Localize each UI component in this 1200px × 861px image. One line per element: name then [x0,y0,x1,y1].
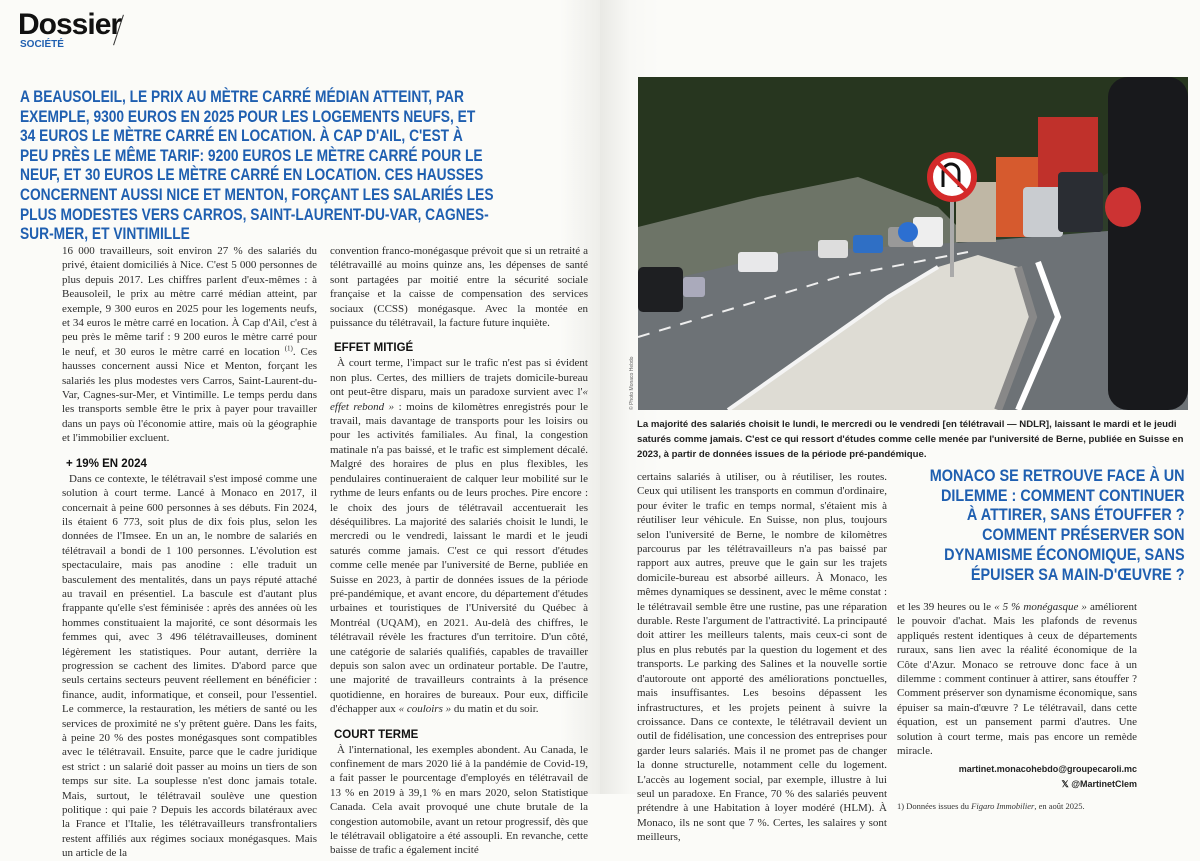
author-social-handle[interactable]: 𝕏 @MartinetClem [1061,779,1137,790]
pull-quote [930,467,1185,585]
quote-line: MONACO SE RETROUVE FACE À UN [930,467,1185,485]
quote-line: DILEMME : COMMENT CONTINUER [941,486,1185,505]
footnote-ref: (1) [284,344,293,353]
paragraph [897,600,1137,758]
paragraph: Dans ce contexte, le télétravail s'est imposé comme une solution à court terme. Lancé à Monaco en 2017, il concernait à peine 600 personnes à ses débuts. Fin 2024, ils étaient 6 773, soit plus de dix fois plus, selon les données de l'Imsee. En un an, le nombre de salariés en télétravail a bondi de 1 100 personnes. L'évolution est spectaculaire, mais pas anodine : elle traduit un basculement des mentalités, dans un pays réputé attaché au travail en présentiel. La bascule est d'autant plus frappante qu'elle s'est féminisée : après des années où les hommes constituaient la majorité, ce sont désormais les femmes qui, avec 3 496 télétravailleuses, dominent légèrement les statistiques. Pour autant, derrière la progression se cachent des limites. D'abord parce que seuls certains secteurs peuvent réellement en bénéficier : finance, audit, informatique, et conseil, pour l'essentiel. Le commerce, la restauration, les métiers de santé ou les services de proximité ne s'y prêtent guère. Dans les faits, à peine 20 % des postes monégasques sont compatibles avec le télétravail. Ensuite, parce que le cadre juridique est strict : un salarié doit passer au moins un tiers de son temps sur site. La souplesse n'est donc jamais totale. Mais, surtout, le télétravail soulève une question politique : qui paie ? Depuis les accords bilatéraux avec la France et l'Italie, les télétravailleurs transfrontaliers restent affiliés aux régimes sociaux monégasques. Mais un article de la [62,472,317,860]
text: améliorent le pouvoir d'achat. Mais les plafonds de revenus appliqués restent identiques à ceux de départements ruraux, sans lien avec la réalité économique de la Côte d'Azur. Monaco se retrouve donc face à un dilemme : comment continuer à attirer, sans étouffer ? Comment préserver son dynamisme économique, sans épuiser sa main-d'œuvre ? Le télétravail, dans cette équation, est un pansement parmi d'autres. Une solution à court terme, mais pas encore un remède miracle. [897,601,1138,758]
quote-line: À ATTIRER, SANS ÉTOUFFER ? [967,506,1185,525]
paragraph [330,356,588,716]
italic-text: « 5 % monégasque » [994,601,1087,613]
subheading: EFFET MITIGÉ [334,342,414,355]
text: du matin et du soir. [451,703,539,716]
text: , en août 2025. [1034,801,1085,812]
article-column-3 [637,470,887,845]
text: 16 000 travailleurs, soit environ 27 % des salariés du privé, étaient domiciliés à Nice. C'est 5 000 personnes de plus depuis 2017. Les chiffres parlent d'eux-mêmes : à Beausoleil, le prix au mètre carré médian atteint, par exemple, 9 300 euros en 2025 pour les logements neufs, et 34 euros le mètre carré en location. À Cap d'Ail, c'est à peu près le même tarif : 9 200 euros le mètre carré pour le neuf, et 30 euros le mètre carré en location [62,245,317,358]
italic-text: « effet rebond » [330,386,588,413]
headline-line: PEU PRÈS LE MÊME TARIF: 9200 EUROS LE MÈTRE CARRÉ POUR LE [20,146,483,165]
paragraph: certains salariés à utiliser, ou à réutiliser, les routes. Ceux qui utilisent les transports en commun d'ordinaire, pour éviter le trafic en temps normal, s'étaient mis à réutiliser leur véhicule. En Suisse, non plus, toujours selon l'université de Berne, le nombre de kilomètres parcourus par les télétravailleurs n'a pas baissé par rapport aux autres, preuve que le gain sur les trajets domicile-bureau est absorbé ailleurs. À Monaco, les mêmes dynamiques se dessinent, avec le même constat : le télétravail semble être une rustine, pas une réparation durable. Reste l'argument de l'attractivité. La principauté doit attirer les meilleurs talents, mais ceux-ci sont de plus en plus rebutés par la question du logement et des transports. Le parking des Salines et la nouvelle sortie d'autoroute ont apporté des améliorations ponctuelles, mais insuffisantes. Les besoins dépassent les infrastructures, et les projets peinent à suivre la croissance. Dans ce contexte, le télétravail devient un outil de fidélisation, une concession des entreprises pour garder leurs salariés. Mais il ne promet pas de changer la donne structurelle, notamment celle du logement. L'accès au logement social, par exemple, illustre à lui seul un paradoxe. En France, 70 % des salariés peuvent prétendre à une Habitation à loyer modéré (HLM). À Monaco, ils ne sont que 7 %. Certes, les salaires y sont meilleurs, [637,471,887,844]
subheading: COURT TERME [334,728,419,741]
headline-line: A BEAUSOLEIL, LE PRIX AU MÈTRE CARRÉ MÉDIAN ATTEINT, PAR [20,88,464,106]
text: : moins de kilomètres enregistrés pour le travail, mais davantage de transports pour les loisirs ou pour les activités familiales. Au final, la congestion matinale n'a pas baissé, et le trafic est simplement décalé. Malgré des horaires de plus en plus flexibles, les pendulaires continueraient de calquer leur mobilité sur le rythme de leurs enfants ou de leurs proches. Pire encore : le choix des jours de télétravail accentuerait les déséquilibres. La majorité des salariés choisit le lundi, le mercredi ou le vendredi, laissant le mardi et le jeudi saturés comme jamais. C'est ce qui ressort d'études comme celle menée par l'université de Berne, publiée en Suisse en 2023, à partir de données issues de la période pré-pandémique, et avant encore, du département d'études urbaines et touristiques de l'Université du Québec à Montréal (UQAM), en 2021. Au-delà des chiffres, le télétravail révèle les fractures d'un territoire. D'un côté, une catégorie de salariés qualifiés, capables de travailler depuis son salon avec un ordinateur portable. De l'autre, une majorité de travailleurs contraints à la présence quotidienne, en horaires de bureaux. Pour eux, difficile d'échapper aux [330,400,588,716]
article-column-2 [330,244,588,858]
subheading: + 19% EN 2024 [66,457,147,470]
photo-caption: La majorité des salariés choisit le lundi, le mercredi ou le vendredi [en télétravail — NDLR], laissant le mardi et le jeudi saturés comme jamais. C'est ce qui ressort d'études comme celle menée par l'université de Berne, publiée en Suisse en 2023, à partir de données issues de la période pré-pandémique. [637,419,1184,460]
article-column-1 [62,244,317,861]
quote-line: COMMENT PRÉSERVER SON [982,526,1185,545]
text: À court terme, l'impact sur le trafic n'est pas si évident non plus. Certes, des milliers de trajets domicile-bureau ont peut-être disparu, mais un paradoxe survient avec l' [330,357,588,399]
headline-line: CONCERNENT AUSSI NICE ET MENTON, FORÇANT LES SALARIÉS LES [20,185,494,204]
italic-text: « couloirs » [398,703,452,716]
article-column-4 [897,600,1137,758]
text: et les 39 heures ou le [897,601,995,613]
paragraph: convention franco-monégasque prévoit que si un retraité a télétravaillé au moins quinze ans, les dépenses de santé sont partagées par moitié entre la sécurité sociale française et la caisse de compensation des services sociaux (CCSS) monégasque. Avec la montée en puissance du télétravail, la facture future inquiète. [330,245,588,330]
traffic-jam-image [638,77,1188,410]
section-rubric: SOCIÉTÉ [20,39,64,50]
author-email[interactable]: martinet.monacohebdo@groupecaroli.mc [958,764,1137,775]
headline [20,88,494,245]
text: 1) Données issues du [897,801,972,812]
paragraph [62,244,317,446]
column-4-block [897,600,1137,812]
italic-text: Figaro Immobilier [971,801,1035,812]
section-title: Dossier [18,8,122,41]
headline-line: EXEMPLE, 9300 EUROS EN 2025 POUR LES LOGEMENTS NEUFS, ET [20,107,476,126]
text: . Ces hausses concernent aussi Nice et Menton, forçant les salariés les plus modestes vers Carros, Saint-Laurent-du-Var, Cagnes-sur-Mer, et Vintimille. Le temps perdu dans les transports semble être le prix à payer pour travailler dans un pays où l'économie attire, mais où la géographie et l'immobilier excluent. [62,345,318,445]
headline-line: 34 EUROS LE MÈTRE CARRÉ EN LOCATION. À CAP D'AIL, C'EST À [20,127,463,146]
headline-line: PLUS MODESTES VERS CARROS, SAINT-LAURENT-DU-VAR, CAGNES- [20,205,489,224]
paragraph: À l'international, les exemples abondent. Au Canada, le confinement de mars 2020 lié à la pandémie de Covid-19, a fait passer le pourcentage d'employés en télétravail de 13 % en 2019 à 39,1 % en mars 2020, selon Statistique Canada. Cela avait provoqué une chute brutale de la congestion automobile, avant un retour progressif, dès que le télétravail obligatoire a été assoupli. En revanche, cette baisse de trafic a également incité [330,743,588,857]
footnote [897,801,1137,812]
quote-line: ÉPUISER SA MAIN-D'ŒUVRE ? [971,565,1185,584]
headline-line: SUR-MER, ET VINTIMILLE [20,225,190,244]
traffic-photo [638,77,1188,410]
photo-credit: © Photo Monaco Hebdo [629,356,635,410]
headline-line: NEUF, ET 30 EUROS LE MÈTRE CARRÉ EN LOCATION. CES HAUSSES [20,166,484,185]
quote-line: DYNAMISME ÉCONOMIQUE, SANS [944,545,1185,564]
